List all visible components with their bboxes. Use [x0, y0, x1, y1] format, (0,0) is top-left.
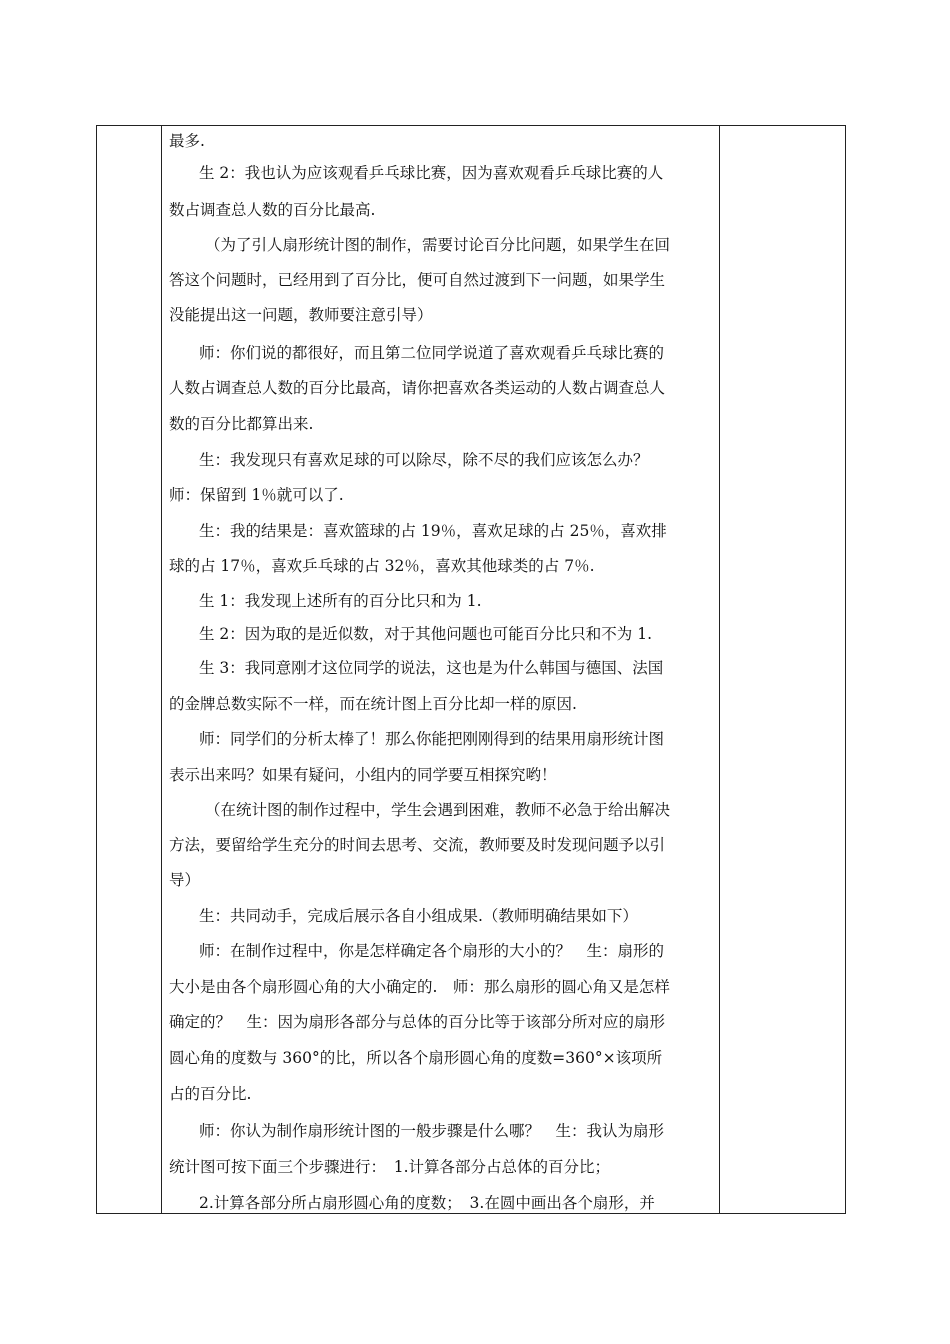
text-line: 数的百分比都算出来. — [169, 415, 314, 433]
text-line: 导） — [169, 871, 201, 889]
column-divider-left — [161, 126, 162, 1213]
text-line: 师：同学们的分析太棒了！那么你能把刚刚得到的结果用扇形统计图 — [199, 730, 665, 748]
text-line: 数占调查总人数的百分比最高. — [169, 201, 376, 219]
text-line: （为了引人扇形统计图的制作，需要讨论百分比问题，如果学生在回 — [205, 236, 671, 254]
text-line: 占的百分比. — [169, 1085, 252, 1103]
text-line: 生 1：我发现上述所有的百分比只和为 1. — [199, 592, 482, 610]
text-line: 统计图可按下面三个步骤进行： 1.计算各部分占总体的百分比； — [169, 1158, 611, 1176]
text-line: 师：保留到 1％就可以了. — [169, 486, 344, 504]
text-line: 生：共同动手，完成后展示各自小组成果.（教师明确结果如下） — [199, 907, 638, 925]
text-line: 答这个问题时，已经用到了百分比，便可自然过渡到下一问题，如果学生 — [169, 271, 666, 289]
text-line: 2.计算各部分所占扇形圆心角的度数； 3.在圆中画出各个扇形，并 — [199, 1194, 655, 1212]
text-line: 没能提出这一问题，教师要注意引导） — [169, 306, 433, 324]
text-line: 生：我发现只有喜欢足球的可以除尽，除不尽的我们应该怎么办？ — [199, 451, 649, 469]
text-line: 师：你们说的都很好，而且第二位同学说道了喜欢观看乒乓球比赛的 — [199, 344, 665, 362]
text-line: 生：我的结果是：喜欢篮球的占 19％，喜欢足球的占 25％，喜欢排 — [199, 522, 667, 540]
text-line: 表示出来吗？如果有疑问，小组内的同学要互相探究哟！ — [169, 766, 557, 784]
text-line: 大小是由各个扇形圆心角的大小确定的. 师：那么扇形的圆心角又是怎样 — [169, 978, 670, 996]
text-line: 确定的？ 生：因为扇形各部分与总体的百分比等于该部分所对应的扇形 — [169, 1013, 666, 1031]
text-line: 师：你认为制作扇形统计图的一般步骤是什么哪？ 生：我认为扇形 — [199, 1122, 665, 1140]
text-line: 人数占调查总人数的百分比最高，请你把喜欢各类运动的人数占调查总人 — [169, 379, 666, 397]
text-line: 的金牌总数实际不一样，而在统计图上百分比却一样的原因. — [169, 695, 577, 713]
text-line: 最多. — [169, 132, 205, 150]
text-line: 生 2：我也认为应该观看乒乓球比赛，因为喜欢观看乒乓球比赛的人 — [199, 164, 664, 182]
text-line: 圆心角的度数与 360°的比，所以各个扇形圆心角的度数=360°×该项所 — [169, 1049, 663, 1067]
text-line: 师：在制作过程中，你是怎样确定各个扇形的大小的？ 生：扇形的 — [199, 942, 665, 960]
text-line: 方法，要留给学生充分的时间去思考、交流，教师要及时发现问题予以引 — [169, 836, 666, 854]
text-line: 生 3：我同意刚才这位同学的说法，这也是为什么韩国与德国、法国 — [199, 659, 664, 677]
text-line: 球的占 17％，喜欢乒乓球的占 32％，喜欢其他球类的占 7％. — [169, 557, 595, 575]
text-line: 生 2：因为取的是近似数，对于其他问题也可能百分比只和不为 1. — [199, 625, 653, 643]
column-divider-right — [719, 126, 720, 1213]
lesson-table — [96, 125, 846, 1214]
text-line: （在统计图的制作过程中，学生会遇到困难，教师不必急于给出解决 — [205, 801, 671, 819]
